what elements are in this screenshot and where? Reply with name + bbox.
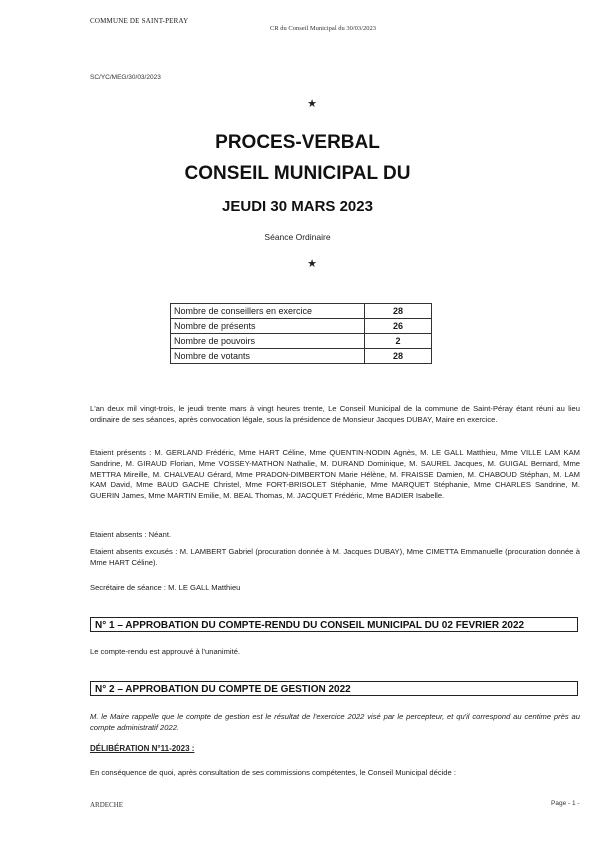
table-row	[171, 334, 432, 349]
table-value: 26	[365, 319, 432, 334]
section-heading-2: N° 2 – APPROBATION DU COMPTE DE GESTION 2022	[90, 681, 578, 696]
star-ornament-icon: ★	[307, 97, 317, 110]
table-value: 28	[365, 304, 432, 319]
table-label: Nombre de votants	[171, 349, 365, 364]
header-commune: COMMUNE DE SAINT-PERAY	[90, 17, 189, 25]
table-label: Nombre de conseillers en exercice	[171, 304, 365, 319]
table-value: 2	[365, 334, 432, 349]
seance-type: Séance Ordinaire	[264, 232, 331, 242]
deliberation-number: DÉLIBÉRATION N°11-2023 :	[90, 744, 195, 753]
footer-department: ARDECHE	[90, 801, 124, 809]
table-value: 28	[365, 349, 432, 364]
table-label: Nombre de présents	[171, 319, 365, 334]
section-1-text: Le compte-rendu est approuvé à l'unanimité.	[90, 647, 241, 656]
title-line-1: PROCES-VERBAL	[215, 132, 380, 153]
reference-code: SC/YC/MEG/30/03/2023	[90, 74, 161, 81]
page-number: Page - 1 -	[551, 800, 580, 807]
absents-paragraph: Etaient absents : Néant.	[90, 530, 172, 539]
decision-paragraph: En conséquence de quoi, après consultation de ses commissions compétentes, le Conseil Municipal décide :	[90, 768, 456, 777]
table-label: Nombre de pouvoirs	[171, 334, 365, 349]
secretaire-paragraph: Secrétaire de séance : M. LE GALL Matthieu	[90, 583, 241, 592]
table-row	[171, 319, 432, 334]
section-2-text: M. le Maire rappelle que le compte de gestion est le résultat de l'exercice 2022 visé par le percepteur, et qu'il correspond au centime près au compte administratif 2022.	[90, 712, 580, 732]
presents-paragraph: Etaient présents : M. GERLAND Frédéric, Mme HART Céline, Mme QUENTIN-NODIN Agnès, M. LE GALL Matthieu, Mme VILLE LAM KAM Sandrine, M. GIRAUD Florian, Mme VOSSEY-MATHON Nathalie, M. DURAND Dominique, M. SAUREL Jacques, M. GUIGAL Bernard, Mme METTRA Mireille, M. CHALVEAU Gérard, Mme PRADON-DIMBERTON Marie Hélène, M. FRAISSE Damien, M. CHABOUD Stéphan, M. LAM KAM David, Mme BAUD GACHE Christel, Mme FORT-BRISOLET Stéphanie, Mme MARQUET Stéphanie, Mme CHARLES Sandrine, M. GUERIN James, Mme MARTIN Emilie, M. BEAL Thomas, M. JACQUET Frédéric, Mme BADIER Isabelle.	[90, 448, 580, 501]
title-date: JEUDI 30 MARS 2023	[222, 198, 373, 215]
intro-paragraph: L'an deux mil vingt-trois, le jeudi trente mars à vingt heures trente, Le Conseil Municipal de la commune de Saint-Péray étant réuni au lieu ordinaire de ses séances, après convocation légale, sous la présidence de Monsieur Jacques DUBAY, Maire en exercice.	[90, 404, 580, 424]
table-row	[171, 304, 432, 319]
table-row	[171, 349, 432, 364]
star-ornament-icon: ★	[307, 257, 317, 270]
attendance-table	[170, 303, 432, 364]
section-heading-1: N° 1 – APPROBATION DU COMPTE-RENDU DU CONSEIL MUNICIPAL DU 02 FEVRIER 2022	[90, 617, 578, 632]
title-line-2: CONSEIL MUNICIPAL DU	[184, 163, 411, 184]
excuses-paragraph: Etaient absents excusés : M. LAMBERT Gabriel (procuration donnée à M. Jacques DUBAY), Mme CIMETTA Emmanuelle (procuration donnée à Mme HART Céline).	[90, 547, 580, 567]
header-cr: CR du Conseil Municipal du 30/03/2023	[270, 25, 376, 32]
